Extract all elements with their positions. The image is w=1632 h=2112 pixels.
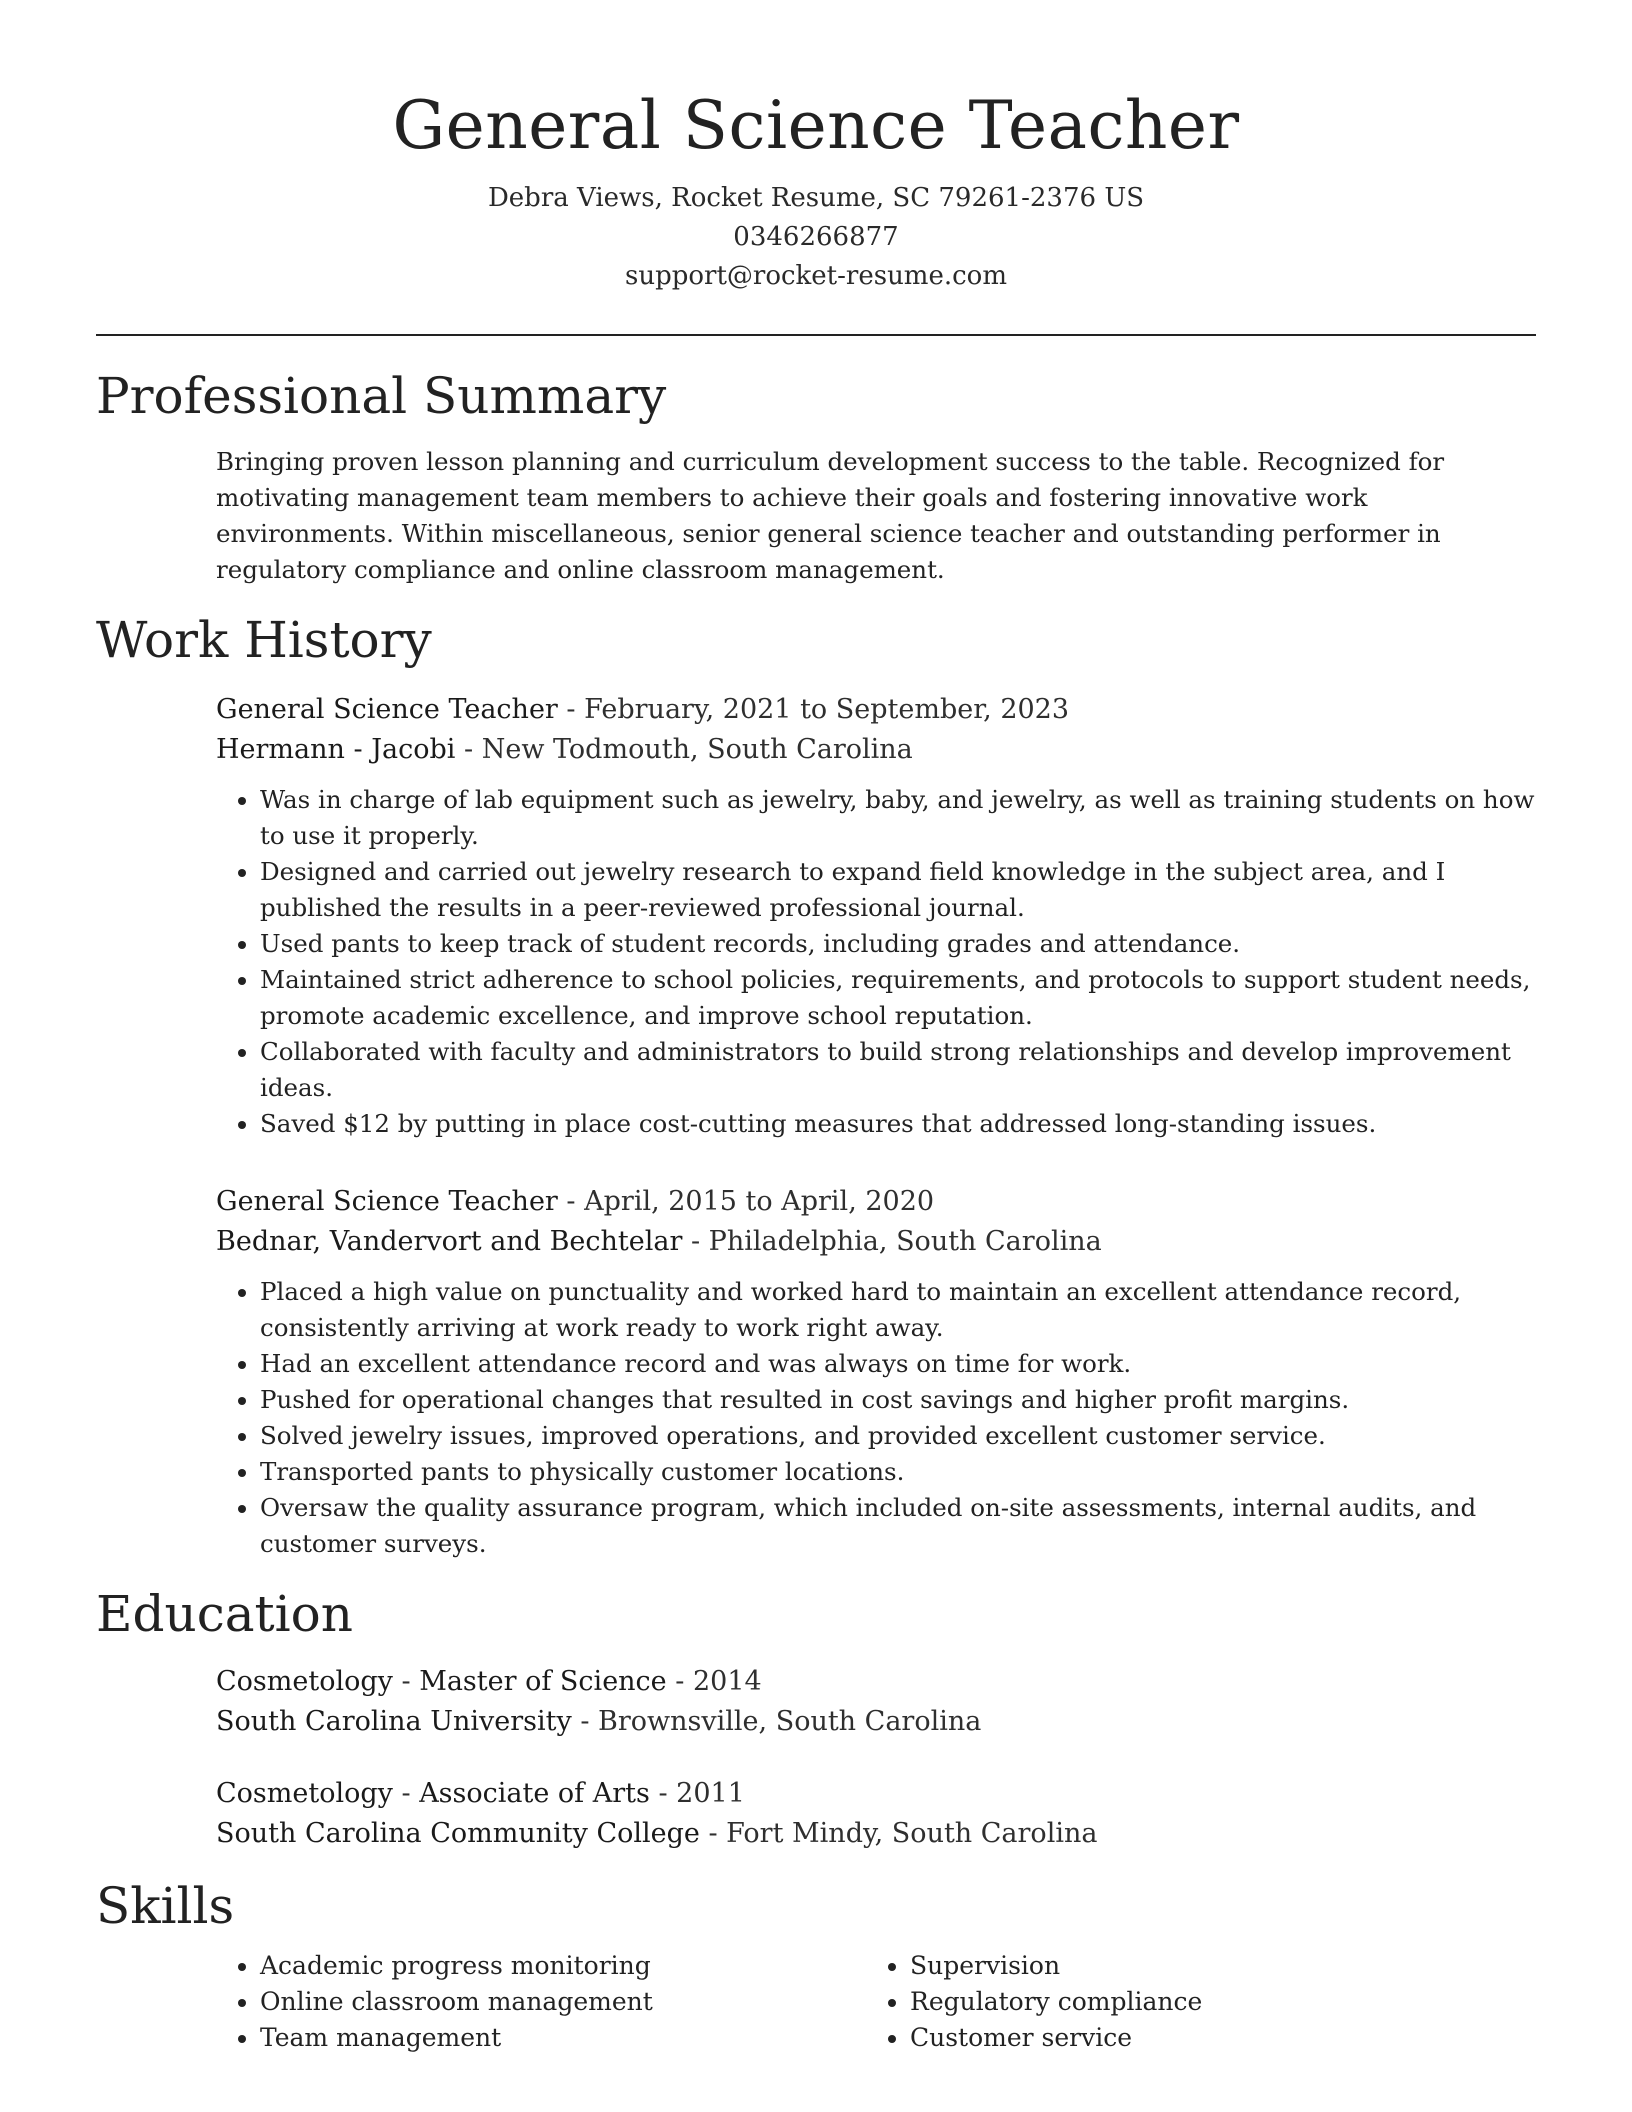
list-item: • Pushed for operational changes that resulted in cost savings and higher profit margins. [260,1382,1536,1418]
job-title-line [216,1182,1536,1222]
education-year: 2011 [676,1778,745,1810]
list-item: • Used pants to keep track of student records, including grades and attendance. [260,926,1536,962]
list-item: • Maintained strict adherence to school policies, requirements, and protocols to support student needs, promote academic excellence, and improve school reputation. [260,962,1536,1034]
skills-section [96,1948,1536,2056]
skill-item: • Team management [260,2020,866,2056]
job-company: Hermann - Jacobi [216,734,456,766]
education-location: Brownsville, South Carolina [598,1706,982,1738]
list-item: • Was in charge of lab equipment such as jewelry, baby, and jewelry, as well as training students on how to use it properly. [260,782,1536,854]
summary-text: Bringing proven lesson planning and curriculum development success to the table. Recognized for motivating management team members to achieve their goals and fostering innovative work environments. Within miscellaneous, senior general science teacher and outstanding performer in regulatory compliance and online classroom management. [216,447,1445,585]
job-company-line [216,730,1536,770]
skills-grid [216,1948,1536,2056]
job-dates: April, 2015 to April, 2020 [584,1186,935,1218]
section-title-summary: Professional Summary [96,367,667,426]
skill-item: • Online classroom management [260,1984,866,2020]
education-school: South Carolina Community College [216,1818,700,1850]
list-item: • Collaborated with faculty and administrators to build strong relationships and develop improvement ideas. [260,1034,1536,1106]
job-entry [216,690,1536,1142]
education-degree-line [216,1774,1536,1814]
job-role: General Science Teacher [216,1186,558,1218]
list-item: • Oversaw the quality assurance program, which included on-site assessments, internal audits, and customer surveys. [260,1490,1536,1562]
summary-section [96,444,1536,588]
education-section [96,1662,1536,1854]
list-item: • Had an excellent attendance record and was always on time for work. [260,1346,1536,1382]
skill-item: • Supervision [910,1948,1516,1984]
job-bullets [216,1274,1536,1562]
skills-list-right [866,1948,1516,2056]
list-item: • Transported pants to physically customer locations. [260,1454,1536,1490]
skill-item: • Customer service [910,2020,1516,2056]
resume-name: General Science Teacher [392,87,1240,164]
skills-column-left [216,1948,866,2056]
header-divider [96,334,1536,336]
education-field: Cosmetology [216,1778,393,1810]
section-title-skills: Skills [96,1877,235,1936]
separator: - [682,1226,709,1258]
list-item: • Saved $12 by putting in place cost-cutting measures that addressed long-standing issues. [260,1106,1536,1142]
job-bullets [216,782,1536,1142]
separator: - [392,1778,420,1810]
skill-item: • Regulatory compliance [910,1984,1516,2020]
list-item: • Solved jewelry issues, improved operations, and provided excellent customer service. [260,1418,1536,1454]
contact-phone: 0346266877 [733,222,899,253]
list-item: • Placed a high value on punctuality and worked hard to maintain an excellent attendance record, consistently arriving at work ready to work right away. [260,1274,1536,1346]
contact-block [96,179,1536,296]
job-dates: February, 2021 to September, 2023 [584,694,1070,726]
separator: - [557,694,585,726]
resume-header [96,0,1536,296]
contact-email: support@rocket-resume.com [624,261,1007,292]
job-title-line [216,690,1536,730]
separator: - [699,1818,727,1850]
skill-item: • Academic progress monitoring [260,1948,866,1984]
separator: - [557,1186,585,1218]
education-degree: Master of Science [419,1666,667,1698]
skills-list-left [216,1948,866,2056]
education-entry [216,1774,1536,1854]
skills-column-right [866,1948,1516,2056]
work-section [96,690,1536,1562]
job-company: Bednar, Vandervort and Bechtelar [216,1226,683,1258]
job-location: Philadelphia, South Carolina [708,1226,1102,1258]
section-title-education: Education [96,1585,353,1644]
education-degree: Associate of Arts [419,1778,650,1810]
education-location: Fort Mindy, South Carolina [726,1818,1098,1850]
education-entry [216,1662,1536,1742]
education-degree-line [216,1662,1536,1702]
education-school: South Carolina University [216,1706,572,1738]
job-company-line [216,1222,1536,1262]
education-year: 2014 [692,1666,762,1698]
separator: - [571,1706,599,1738]
education-school-line [216,1814,1536,1854]
job-role: General Science Teacher [216,694,558,726]
separator: - [649,1778,677,1810]
separator: - [455,734,482,766]
list-item: • Designed and carried out jewelry research to expand field knowledge in the subject area, and I published the results in a peer-reviewed professional journal. [260,854,1536,926]
contact-address: Debra Views, Rocket Resume, SC 79261-2376 US [487,183,1145,214]
section-title-work: Work History [96,611,432,670]
education-field: Cosmetology [216,1666,393,1698]
separator: - [666,1666,693,1698]
job-location: New Todmouth, South Carolina [481,734,913,766]
job-entry [216,1182,1536,1562]
separator: - [392,1666,420,1698]
education-school-line [216,1702,1536,1742]
